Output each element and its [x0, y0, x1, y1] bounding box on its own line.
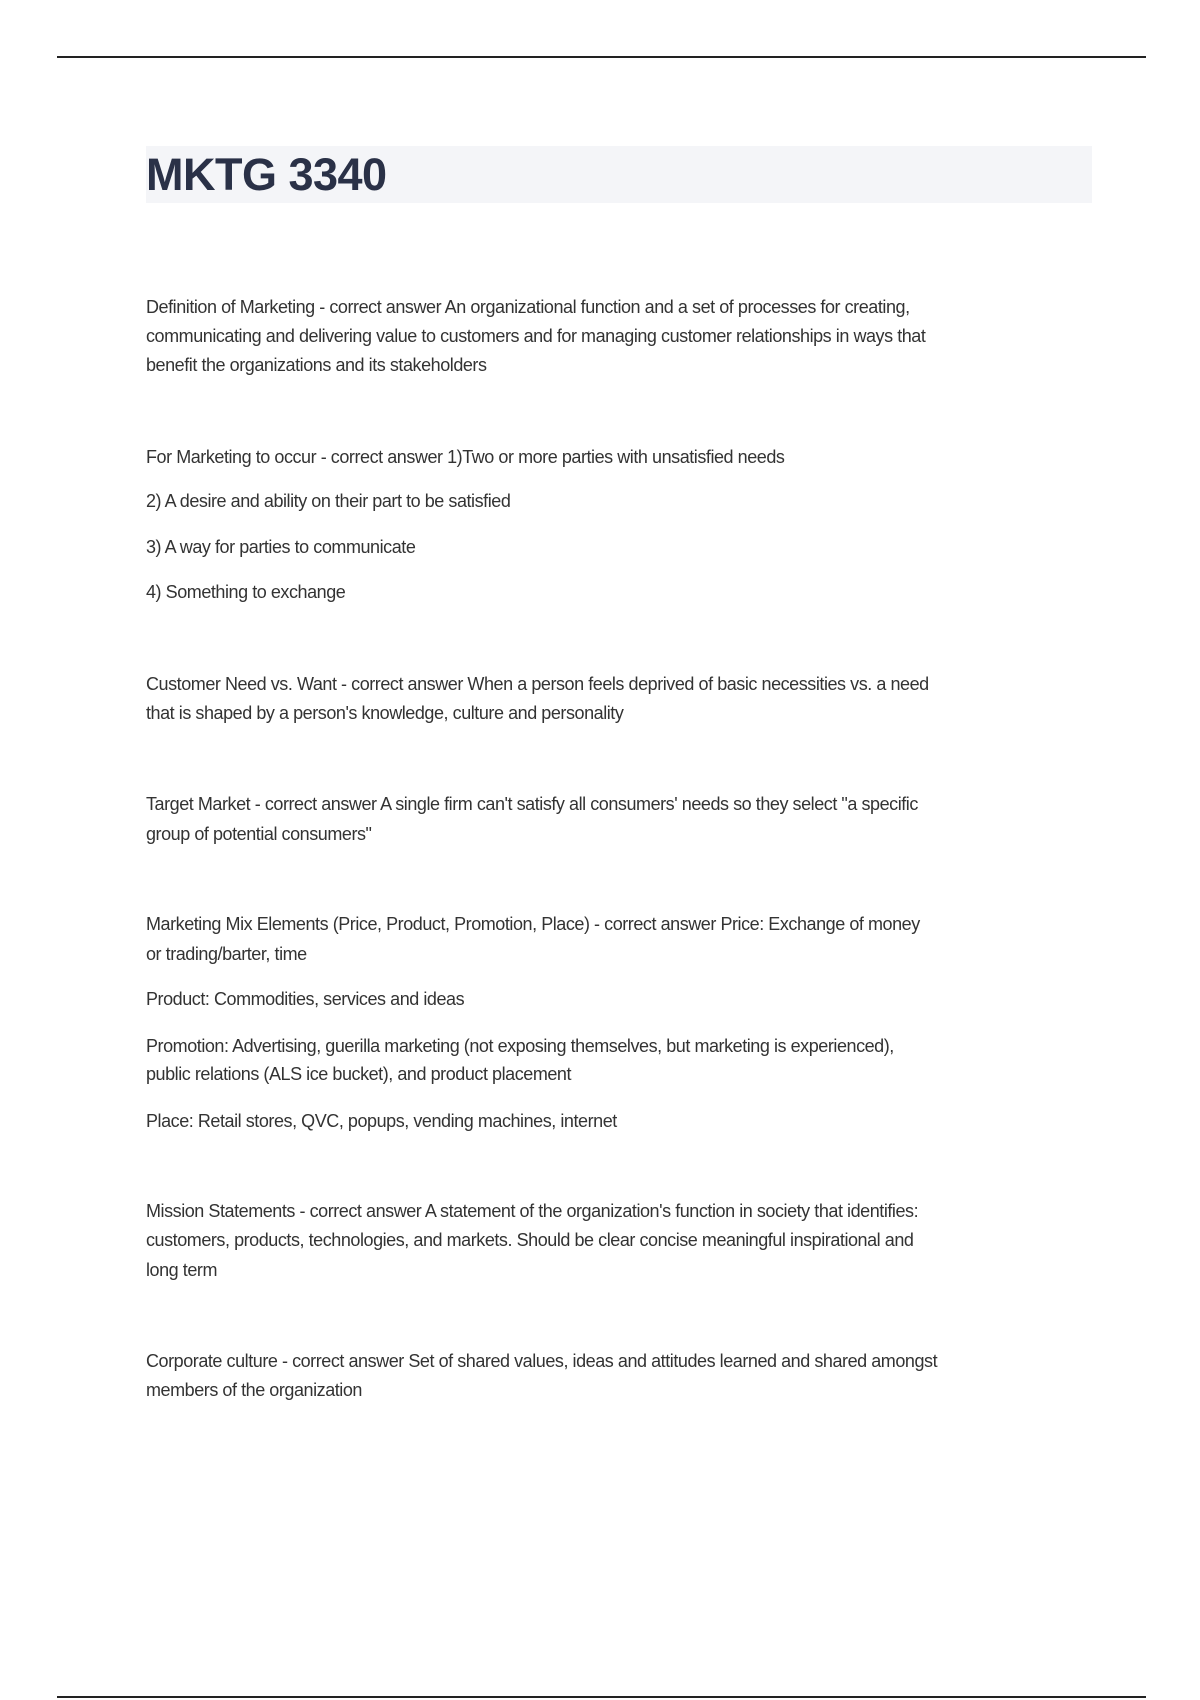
page-title: MKTG 3340	[146, 149, 387, 200]
entry-line: benefit the organizations and its stakeholders	[146, 355, 487, 375]
entry-line: or trading/barter, time	[146, 944, 307, 964]
footer-rule	[57, 1696, 1146, 1698]
entry-line: Definition of Marketing - correct answer An organizational function and a set of processes for creating,	[146, 297, 910, 317]
entry-line: long term	[146, 1260, 217, 1280]
entry-line: 2) A desire and ability on their part to be satisfied	[146, 491, 511, 511]
entry-line: customers, products, technologies, and markets. Should be clear concise meaningful inspirational and	[146, 1230, 914, 1250]
entry-line: Mission Statements - correct answer A statement of the organization's function in society that identifies:	[146, 1201, 919, 1221]
entry-line: Product: Commodities, services and ideas	[146, 989, 465, 1009]
entry-line: group of potential consumers"	[146, 824, 372, 844]
entry-line: Corporate culture - correct answer Set of shared values, ideas and attitudes learned and shared amongst	[146, 1351, 938, 1371]
entry-line: 3) A way for parties to communicate	[146, 537, 416, 557]
entry-line: members of the organization	[146, 1380, 362, 1400]
entry-line: communicating and delivering value to customers and for managing customer relationships in ways that	[146, 326, 926, 346]
entry-line: Customer Need vs. Want - correct answer When a person feels deprived of basic necessities vs. a need	[146, 674, 929, 694]
entry-line: public relations (ALS ice bucket), and product placement	[146, 1064, 572, 1084]
entry-line: Place: Retail stores, QVC, popups, vending machines, internet	[146, 1111, 617, 1131]
entry-line: For Marketing to occur - correct answer 1)Two or more parties with unsatisfied needs	[146, 447, 785, 467]
entry-line: Marketing Mix Elements (Price, Product, Promotion, Place) - correct answer Price: Exchange of money	[146, 914, 920, 934]
header-rule	[57, 56, 1146, 58]
entry-line: 4) Something to exchange	[146, 582, 346, 602]
entry-line: Target Market - correct answer A single firm can't satisfy all consumers' needs so they select "a specific	[146, 794, 918, 814]
entry-line: that is shaped by a person's knowledge, culture and personality	[146, 703, 624, 723]
entry-line: Promotion: Advertising, guerilla marketing (not exposing themselves, but marketing is experienced),	[146, 1036, 894, 1056]
